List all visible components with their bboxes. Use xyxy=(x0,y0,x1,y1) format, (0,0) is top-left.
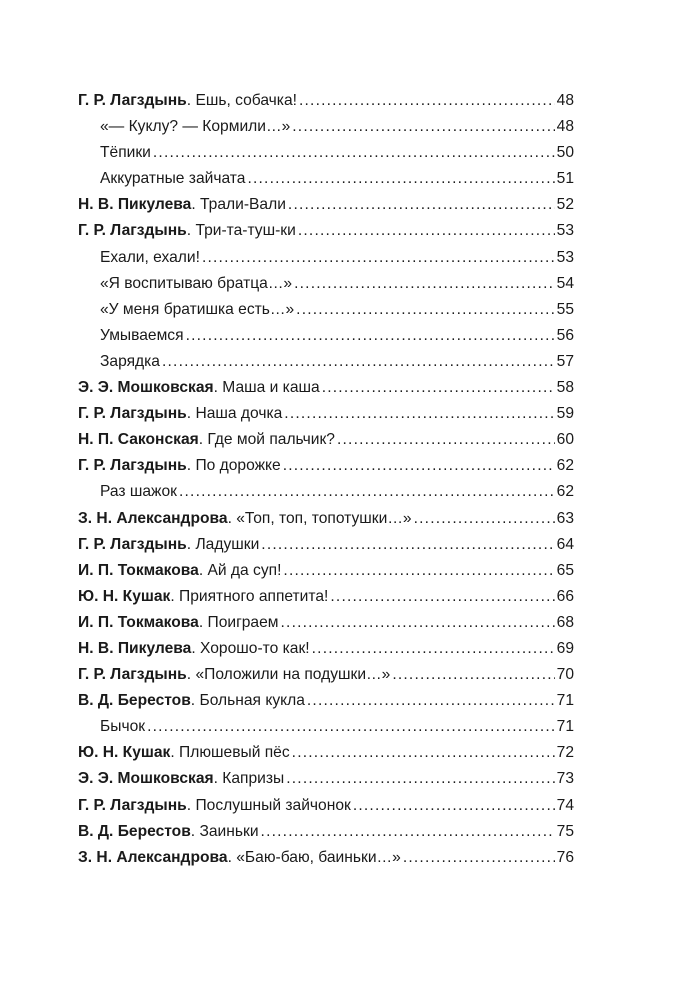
toc-entry xyxy=(78,88,574,114)
toc-entry-work: Ладушки xyxy=(195,535,260,553)
toc-entry-page-number: 55 xyxy=(556,300,574,318)
author-separator: . xyxy=(170,744,180,762)
toc-entry xyxy=(78,584,574,610)
toc-entry xyxy=(78,192,574,218)
toc-entry-title xyxy=(78,375,320,401)
toc-entry-title xyxy=(78,401,282,427)
toc-entry xyxy=(78,740,574,766)
toc-entry xyxy=(78,166,574,192)
toc-entry-page-number: 59 xyxy=(556,405,574,423)
toc-entry-title xyxy=(78,88,297,114)
author-separator: . xyxy=(186,666,196,684)
toc-entry-author: Ю. Н. Кушак xyxy=(78,587,171,605)
toc-entry-author: Э. Э. Мошковская xyxy=(78,379,214,397)
toc-entry-work: Умываемся xyxy=(100,326,184,344)
toc-entry xyxy=(78,819,574,845)
toc-entry-work: Наша дочка xyxy=(195,405,283,423)
toc-entry-author: И. П. Токмакова xyxy=(78,561,199,579)
toc-entry-work: Ай да суп! xyxy=(207,561,282,579)
toc-entry-work: Приятного аппетита! xyxy=(179,587,329,605)
toc-entry-author: Н. В. Пикулева xyxy=(78,196,192,214)
author-separator: . xyxy=(191,639,201,657)
toc-entry-page-number: 57 xyxy=(556,352,574,370)
dot-leader xyxy=(202,245,555,271)
dot-leader xyxy=(298,218,555,244)
toc-entry-work: «Положили на подушки…» xyxy=(195,666,391,684)
table-of-contents xyxy=(78,88,574,871)
toc-entry-work: Бычок xyxy=(100,718,146,736)
toc-entry-work: Трали-Вали xyxy=(200,196,286,214)
toc-entry-title xyxy=(78,323,184,349)
toc-entry-page-number: 71 xyxy=(556,692,574,710)
toc-entry-author: В. Д. Берестов xyxy=(78,692,191,710)
author-separator: . xyxy=(198,431,208,449)
author-separator: . xyxy=(186,796,196,814)
toc-entry-title xyxy=(78,166,245,192)
toc-entry-page-number: 63 xyxy=(556,509,574,527)
dot-leader xyxy=(284,401,554,427)
dot-leader xyxy=(153,140,555,166)
toc-entry-page-number: 53 xyxy=(556,248,574,266)
dot-leader xyxy=(261,532,554,558)
toc-entry-page-number: 58 xyxy=(556,379,574,397)
toc-entry xyxy=(78,375,574,401)
toc-entry-page-number: 52 xyxy=(556,196,574,214)
toc-entry xyxy=(78,688,574,714)
dot-leader xyxy=(247,166,554,192)
toc-entry-author: З. Н. Александрова xyxy=(78,509,228,527)
toc-entry-title xyxy=(78,114,290,140)
toc-entry-title xyxy=(78,479,177,505)
toc-entry-author: И. П. Токмакова xyxy=(78,613,199,631)
toc-entry-title xyxy=(78,662,390,688)
dot-leader xyxy=(307,688,555,714)
toc-entry-work: Раз шажок xyxy=(100,483,177,501)
toc-entry-page-number: 56 xyxy=(556,326,574,344)
toc-entry-work: «— Куклу? — Кормили…» xyxy=(100,118,291,136)
toc-entry xyxy=(78,766,574,792)
toc-entry-author: В. Д. Берестов xyxy=(78,822,191,840)
toc-entry xyxy=(78,558,574,584)
author-separator: . xyxy=(186,457,196,475)
toc-entry xyxy=(78,218,574,244)
toc-entry-author: Г. Р. Лагздынь xyxy=(78,222,187,240)
dot-leader xyxy=(392,662,554,688)
author-separator: . xyxy=(213,770,223,788)
toc-entry-work: Послушный зайчонок xyxy=(195,796,351,814)
toc-entry-title xyxy=(78,192,286,218)
toc-entry-author: Г. Р. Лагздынь xyxy=(78,92,187,109)
toc-entry xyxy=(78,297,574,323)
toc-entry xyxy=(78,453,574,479)
toc-entry-author: Г. Р. Лагздынь xyxy=(78,405,187,423)
toc-entry xyxy=(78,479,574,505)
author-separator: . xyxy=(186,405,196,423)
toc-entry-work: Три-та-туш-ки xyxy=(195,222,296,240)
toc-entry-author: Г. Р. Лагздынь xyxy=(78,457,187,475)
dot-leader xyxy=(283,453,555,479)
toc-entry xyxy=(78,845,574,871)
dot-leader xyxy=(414,506,555,532)
dot-leader xyxy=(403,845,555,871)
toc-entry xyxy=(78,140,574,166)
toc-entry-title xyxy=(78,819,259,845)
dot-leader xyxy=(179,479,555,505)
toc-entry-page-number: 48 xyxy=(556,92,574,109)
toc-entry-work: Больная кукла xyxy=(199,692,305,710)
toc-entry-title xyxy=(78,453,281,479)
toc-entry-page-number: 68 xyxy=(556,613,574,631)
toc-entry-work: Ехали, ехали! xyxy=(100,248,200,266)
author-separator: . xyxy=(227,509,237,527)
toc-entry-page-number: 73 xyxy=(556,770,574,788)
toc-entry-work: Зарядка xyxy=(100,352,160,370)
dot-leader xyxy=(283,558,554,584)
toc-entry-title xyxy=(78,714,145,740)
toc-entry-page-number: 74 xyxy=(556,796,574,814)
toc-entry-work: Маша и каша xyxy=(222,379,320,397)
toc-entry-page-number: 62 xyxy=(556,457,574,475)
toc-entry-title xyxy=(78,740,290,766)
toc-entry xyxy=(78,532,574,558)
toc-entry-page-number: 75 xyxy=(556,822,574,840)
dot-leader xyxy=(288,192,555,218)
dot-leader xyxy=(299,88,555,114)
dot-leader xyxy=(322,375,555,401)
toc-entry-title xyxy=(78,506,412,532)
toc-entry-work: «Баю-баю, баиньки…» xyxy=(236,848,401,866)
toc-entry-page-number: 69 xyxy=(556,639,574,657)
toc-entry-author: Н. П. Саконская xyxy=(78,431,199,449)
toc-entry xyxy=(78,271,574,297)
toc-entry-title xyxy=(78,349,160,375)
author-separator: . xyxy=(227,848,237,866)
toc-entry-page-number: 51 xyxy=(556,170,574,188)
dot-leader xyxy=(353,793,555,819)
toc-entry-author: Н. В. Пикулева xyxy=(78,639,192,657)
author-separator: . xyxy=(186,535,196,553)
author-separator: . xyxy=(190,822,200,840)
toc-entry-work: Где мой пальчик? xyxy=(207,431,335,449)
dot-leader xyxy=(294,271,555,297)
toc-entry xyxy=(78,636,574,662)
toc-entry xyxy=(78,349,574,375)
toc-entry xyxy=(78,506,574,532)
toc-entry-title xyxy=(78,297,294,323)
toc-entry-title xyxy=(78,584,328,610)
author-separator: . xyxy=(213,379,223,397)
dot-leader xyxy=(162,349,555,375)
toc-entry-author: Г. Р. Лагздынь xyxy=(78,796,187,814)
toc-entry-page-number: 60 xyxy=(556,431,574,449)
toc-entry xyxy=(78,714,574,740)
author-separator: . xyxy=(198,613,208,631)
toc-entry-author: Ю. Н. Кушак xyxy=(78,744,171,762)
author-separator: . xyxy=(186,222,196,240)
author-separator: . xyxy=(170,587,180,605)
toc-entry-page-number: 54 xyxy=(556,274,574,292)
toc-entry-author: Э. Э. Мошковская xyxy=(78,770,214,788)
toc-entry-title xyxy=(78,271,292,297)
toc-entry-page-number: 50 xyxy=(556,144,574,162)
toc-entry xyxy=(78,427,574,453)
toc-entry-work: Хорошо-то как! xyxy=(200,639,310,657)
toc-entry-work: «У меня братишка есть…» xyxy=(100,300,295,318)
toc-entry-author: Г. Р. Лагздынь xyxy=(78,535,187,553)
author-separator: . xyxy=(191,196,201,214)
toc-entry-work: По дорожке xyxy=(195,457,281,475)
toc-entry-page-number: 48 xyxy=(556,118,574,136)
toc-entry-work: Заиньки xyxy=(199,822,259,840)
toc-entry-page-number: 72 xyxy=(556,744,574,762)
toc-entry-title xyxy=(78,558,281,584)
toc-entry-page-number: 62 xyxy=(556,483,574,501)
toc-entry-page-number: 70 xyxy=(556,666,574,684)
dot-leader xyxy=(281,610,555,636)
toc-entry-page-number: 53 xyxy=(556,222,574,240)
dot-leader xyxy=(147,714,555,740)
toc-entry-page-number: 65 xyxy=(556,561,574,579)
toc-entry-work: Капризы xyxy=(222,770,285,788)
toc-entry xyxy=(78,245,574,271)
dot-leader xyxy=(186,323,555,349)
toc-entry-work: Поиграем xyxy=(207,613,279,631)
toc-entry xyxy=(78,610,574,636)
toc-entry-title xyxy=(78,427,335,453)
toc-entry xyxy=(78,793,574,819)
toc-entry xyxy=(78,662,574,688)
toc-entry-title xyxy=(78,766,284,792)
author-separator: . xyxy=(186,92,196,109)
toc-entry-title xyxy=(78,793,351,819)
author-separator: . xyxy=(198,561,208,579)
toc-entry-title xyxy=(78,636,310,662)
author-separator: . xyxy=(190,692,200,710)
dot-leader xyxy=(312,636,555,662)
toc-entry-page-number: 76 xyxy=(556,848,574,866)
toc-entry-work: Тёпики xyxy=(100,144,151,162)
toc-entry-author: Г. Р. Лагздынь xyxy=(78,666,187,684)
dot-leader xyxy=(330,584,554,610)
toc-entry-page-number: 71 xyxy=(556,718,574,736)
toc-entry xyxy=(78,401,574,427)
toc-entry-title xyxy=(78,845,401,871)
dot-leader xyxy=(286,766,554,792)
toc-entry-work: Ешь, собачка! xyxy=(195,92,297,109)
toc-entry xyxy=(78,323,574,349)
toc-entry-title xyxy=(78,140,151,166)
toc-entry-work: Аккуратные зайчата xyxy=(100,170,246,188)
toc-entry-page-number: 66 xyxy=(556,587,574,605)
toc-entry-work: «Топ, топ, топотушки…» xyxy=(236,509,412,527)
toc-entry-work: «Я воспитываю братца…» xyxy=(100,274,293,292)
dot-leader xyxy=(292,114,554,140)
toc-entry-page-number: 64 xyxy=(556,535,574,553)
dot-leader xyxy=(296,297,554,323)
toc-entry-title xyxy=(78,532,259,558)
toc-entry-work: Плюшевый пёс xyxy=(179,744,290,762)
toc-entry-title xyxy=(78,218,296,244)
toc-entry-title xyxy=(78,245,200,271)
toc-entry-title xyxy=(78,688,305,714)
dot-leader xyxy=(261,819,555,845)
toc-entry-title xyxy=(78,610,279,636)
dot-leader xyxy=(337,427,555,453)
dot-leader xyxy=(292,740,555,766)
toc-entry xyxy=(78,114,574,140)
toc-entry-author: З. Н. Александрова xyxy=(78,848,228,866)
